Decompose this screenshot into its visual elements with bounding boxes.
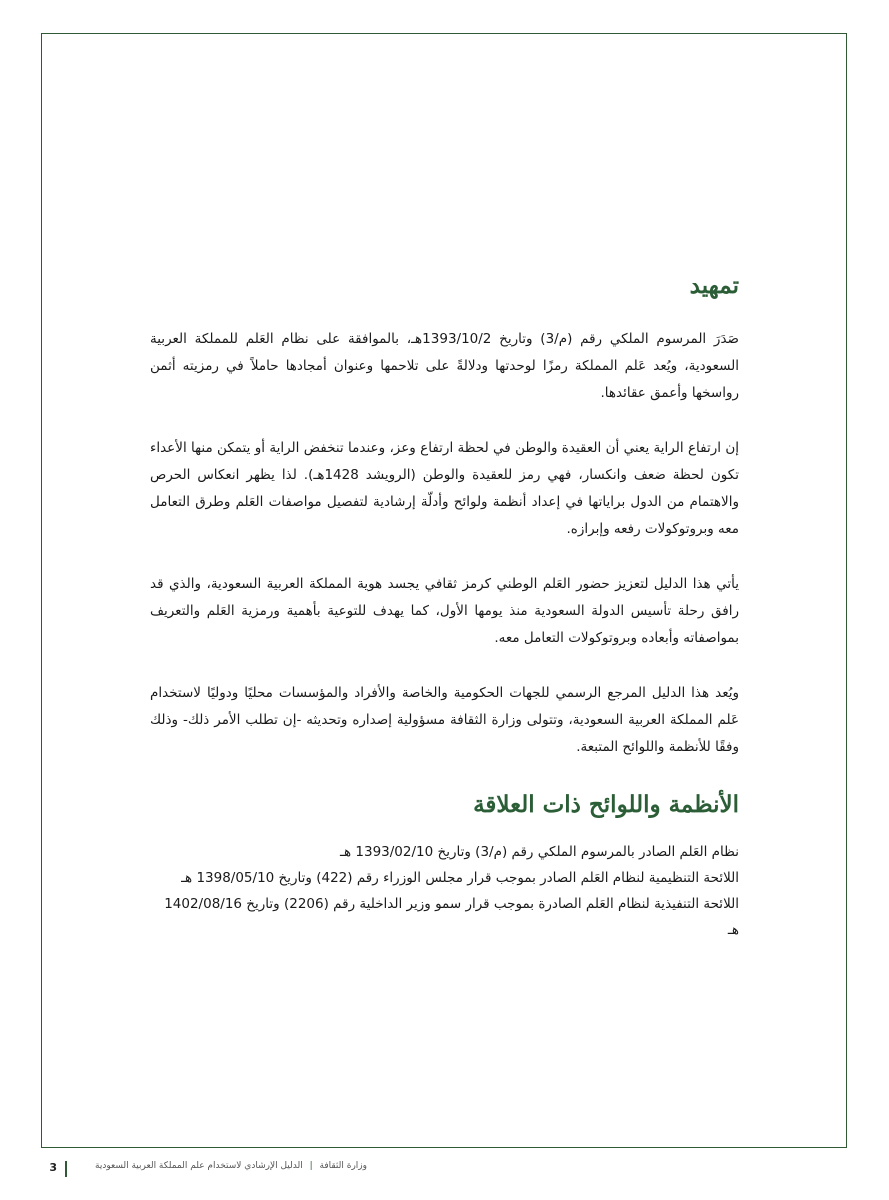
paragraph: صَدَرَ المرسوم الملكي رقم (م/3) وتاريخ 1393/10/2هـ، بالموافقة على نظام العَلم للمملكة العربية السعودية، ويُعد عَلم المملكة رمزًا لوحدتها ودلالةً على تلاحمها وعنوان أمجادها حاملاً في رمزيته أثمن رواسخها وأعمق عقائدها.	[150, 331, 740, 402]
page-number: 3	[49, 1161, 57, 1174]
paragraph: إن ارتفاع الراية يعني أن العقيدة والوطن في لحظة ارتفاع وعز، وعندما تنخفض الراية أو يتمكن منها الأعداء تكون لحظة ضعف وانكسار، فهي رمز للعقيدة والوطن (الرويشد 1428هـ). لذا يظهر انعكاس الحرص والاهتمام من الدول براياتها في إعداد أنظمة ولوائح وأدلّة إرشادية لتفصيل مواصفات العَلم وطرق التعامل معه وبروتوكولات رفعه وإبرازه.	[150, 440, 739, 538]
paragraph: ويُعد هذا الدليل المرجع الرسمي للجهات الحكومية والخاصة والأفراد والمؤسسات محليًا ودوليًا لاستخدام عَلم المملكة العربية السعودية، وتتولى وزارة الثقافة مسؤولية إصداره وتحديثه -إن تطلب الأمر ذلك- وذلك وفقًا للأنظمة واللوائح المتبعة.	[150, 685, 739, 756]
document-body	[150, 270, 739, 943]
footer-separator: |	[309, 1161, 313, 1171]
section-heading-introduction: تمهيد	[689, 272, 739, 299]
regulations-list	[150, 839, 739, 943]
page-footer	[41, 1158, 847, 1182]
footer-guide-title: الدليل الإرشادي لاستخدام علم المملكة العربية السعودية	[95, 1161, 303, 1171]
footer-divider-bar	[65, 1161, 67, 1177]
section-heading-regulations: الأنظمة واللوائح ذات العلاقة	[473, 791, 739, 819]
footer-ministry: وزارة الثقافة	[319, 1161, 367, 1171]
regulation-item: نظام العَلم الصادر بالمرسوم الملكي رقم (م/3) وتاريخ 1393/02/10 هـ	[340, 844, 739, 861]
regulation-item: اللائحة التنفيذية لنظام العَلم الصادرة بموجب قرار سمو وزير الداخلية رقم (2206) وتاريخ 1402/08/16 هـ	[164, 896, 739, 939]
regulation-item: اللائحة التنظيمية لنظام العَلم الصادر بموجب قرار مجلس الوزراء رقم (422) وتاريخ 1398/05/10 هـ	[181, 870, 739, 887]
paragraph: يأتي هذا الدليل لتعزيز حضور العَلم الوطني كرمز ثقافي يجسد هوية المملكة العربية السعودية، والذي قد رافق رحلة تأسيس الدولة السعودية منذ يومها الأول، كما يهدف للتوعية بأهمية ورمزية العَلم والتعريف بمواصفاته وأبعاده وبروتوكولات التعامل معه.	[150, 576, 739, 647]
footer-caption	[95, 1161, 367, 1171]
